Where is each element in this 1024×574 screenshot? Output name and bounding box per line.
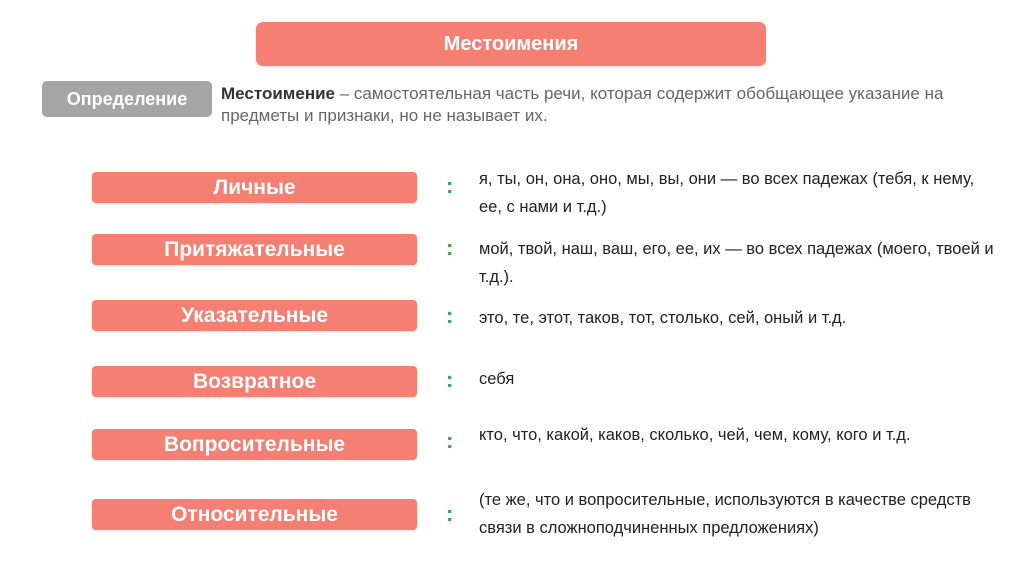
page-title: Местоимения (256, 22, 766, 66)
category-reflexive-label: Возвратное (92, 366, 417, 397)
category-possessive-label: Притяжательные (92, 234, 417, 265)
category-demonstrative-examples: это, те, этот, таков, тот, столько, сей, оный и т.д. (479, 309, 847, 327)
definition-term: Местоимение (221, 84, 335, 103)
category-personal-examples: я, ты, он, она, оно, мы, вы, они — во всех падежах (тебя, к нему, ее, с нами и т.д.) (479, 170, 975, 216)
category-demonstrative-colon: : (446, 303, 454, 328)
category-reflexive-colon: : (446, 367, 454, 392)
category-personal-label: Личные (92, 172, 417, 203)
category-demonstrative-label: Указательные (92, 300, 417, 331)
category-interrogative-colon: : (446, 428, 454, 453)
category-personal-colon: : (446, 173, 454, 198)
category-relative-colon: : (446, 501, 454, 526)
definition-badge: Определение (42, 81, 212, 117)
category-possessive-colon: : (446, 235, 454, 260)
definition-body: – самостоятельная часть речи, которая содержит обобщающее указание на предметы и признаки, но не называет их. (221, 84, 944, 125)
definition-text (221, 83, 1011, 127)
category-relative-label: Относительные (92, 499, 417, 530)
category-interrogative-examples: кто, что, какой, каков, сколько, чей, чем, кому, кого и т.д. (479, 426, 911, 444)
category-interrogative-label: Вопросительные (92, 429, 417, 460)
category-possessive-examples: мой, твой, наш, ваш, его, ее, их — во всех падежах (моего, твоей и т.д.). (479, 240, 994, 286)
category-relative-examples: (те же, что и вопросительные, используются в качестве средств связи в сложноподчиненных предложениях) (479, 491, 971, 537)
category-reflexive-examples: себя (479, 370, 515, 388)
